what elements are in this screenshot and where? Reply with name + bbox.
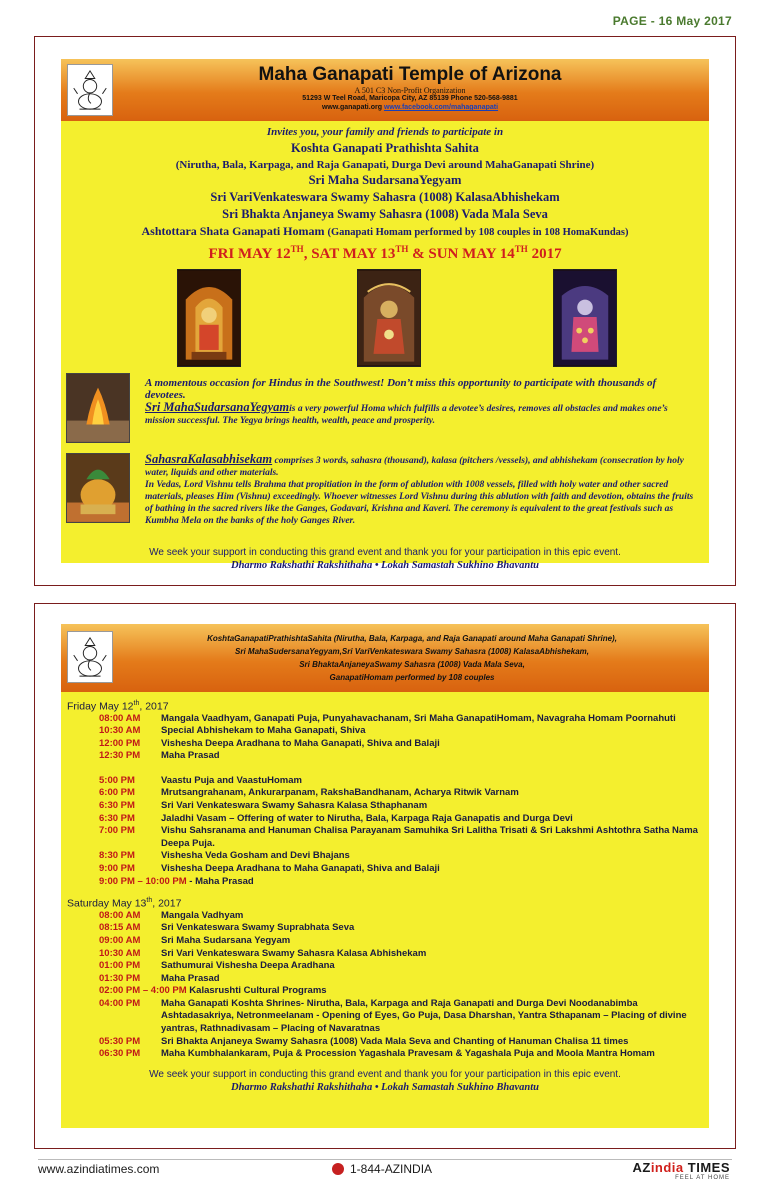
saturday-mid-row: 02:00 PM – 4:00 PM Kalasrushti Cultural Programs [99,985,327,997]
support-line-2: We seek your support in conducting this grand event and thank you for your participation in this epic event. [149,1068,621,1080]
banner-line-3: Sri BhaktaAnjaneyaSwamy Sahasra (1008) Vada Mala Seva, [299,660,525,669]
schedule-event: Maha Ganapati Koshta Shrines- Nirutha, Bala, Karpaga and Raja Ganapati and Durga Devi Noodanabimba Ashtadasakriya, Netronmeelanam - Opening of Eyes, Go Puja, Dasa Dharshan, Yantra Sthapanam – Placing of divine yantras, Rathnadivasam – Placing of Navaratnas [161,997,687,1035]
schedule-event: Vaastu Puja and VaastuHomam [161,774,302,786]
schedule-time: 10:30 AM [99,725,141,737]
footer-phone [332,1162,432,1176]
friday-evening-list [67,775,703,876]
schedule-row [67,973,703,986]
schedule-time: 8:30 PM [99,850,135,862]
schedule-time: 6:30 PM [99,800,135,812]
schedule-time: 12:30 PM [99,750,141,762]
schedule-event: Special Abhishekam to Maha Ganapati, Shiva [161,725,366,737]
kalasa-more: In Vedas, Lord Vishnu tells Brahma that propitiation in the form of ablution with 1008 vessels, filled with holy water and other sacred materials, pleases Him (Vishnu) exceedingly. Whoever witnesses Lord Vishnu during this ablution with faith and devotion, obtains the fruits of bathing in the sacred rivers like the Ganges, Godavari, Krishna and Kaveri. The ceremony is equivalent to the great festivals such as Kumbha Mela on the banks of the holy Ganges River. [145,480,694,526]
schedule-ad [61,624,709,1128]
event-line-1: Koshta Ganapati Prathishta Sahita [291,141,479,155]
friday-heading: Friday May 12th, 2017 [67,700,169,713]
ad-frame-top [34,36,736,586]
schedule-row [67,948,703,961]
event-line-5: Sri Bhakta Anjaneya Swamy Sahasra (1008) Vada Mala Seva [222,207,548,221]
blessing-line: Dharmo Rakshathi Rakshithaha • Lokah Samastah Sukhino Bhavantu [230,560,539,571]
schedule-row [67,935,703,948]
schedule-event: Vishesha Deepa Aradhana to Maha Ganapati, Shiva and Balaji [161,863,440,875]
schedule-event: Sri Venkateswara Swamy Suprabhata Seva [161,922,355,934]
event-line-2: (Nirutha, Bala, Karpaga, and Raja Ganapati, Durga Devi around MahaGanapati Shrine) [175,159,595,171]
schedule-event: Sri Vari Venkateswara Swamy Sahasra Kalasa Abhishekam [161,947,427,959]
schedule-event: Maha Kumbhalankaram, Puja & Procession Yagashala Pravesam & Yagashala Puja and Moola Mantra Homam [161,1048,655,1060]
schedule-time: 12:00 PM [99,737,141,749]
temple-title: Maha Ganapati Temple of Arizona [258,64,562,85]
schedule-row [67,922,703,935]
org-line: A 501 C3 Non-Profit Organization [354,86,466,95]
schedule-row [67,960,703,973]
phone-number[interactable]: 1-844-AZINDIA [350,1162,433,1176]
ganesha-logo-icon [67,631,113,683]
schedule-time: 09:00 AM [99,934,141,946]
deity-image-1 [177,269,241,367]
schedule-banner [61,624,709,692]
schedule-time: 06:30 PM [99,1048,141,1060]
facebook-link[interactable]: www.facebook.com/mahaganapati [383,104,499,111]
friday-last-row: 9:00 PM – 10:00 PM - Maha Prasad [99,875,254,887]
brand-tagline: FEEL AT HOME [675,1175,730,1181]
banner-line-2: Sri MahaSudersanaYegyam,Sri VariVenkateswara Swamy Sahasra (1008) KalasaAbhishekam, [235,647,589,656]
schedule-time: 08:00 AM [99,712,141,724]
schedule-row [67,738,703,751]
schedule-event: Vishu Sahsranama and Hanuman Chalisa Parayanam Samuhika Sri Lalitha Trisati & Sri Lakshmi Ashtothra Satha Nama Deepa Puja. [161,825,698,849]
schedule-event: Maha Prasad [161,972,220,984]
support-line: We seek your support in conducting this grand event and thank you for your participation in this epic event. [149,547,621,558]
address-line: 51293 W Teel Road, Maricopa City, AZ 85139 Phone 520-568-9881 [302,95,518,102]
blessing-line-2: Dharmo Rakshathi Rakshithaha • Lokah Samastah Sukhino Bhavantu [230,1081,539,1093]
event-dates: FRI MAY 12TH, SAT MAY 13TH & SUN MAY 14TH 2017 [208,244,562,262]
schedule-banner-text [123,632,701,684]
temple-ad [61,59,709,571]
schedule-time: 05:30 PM [99,1035,141,1047]
ad-frame-bottom [34,603,736,1149]
schedule-time: 9:00 PM [99,863,135,875]
schedule-row [67,863,703,876]
web-line [121,104,699,111]
ganesha-logo-icon [67,64,113,116]
event-line-6 [61,224,709,239]
kalasa-section [61,451,709,543]
schedule-row [67,910,703,923]
schedule-event: Maha Prasad [161,750,220,762]
homa-lead: A momentous occasion for Hindus in the Southwest! Don’t miss this opportunity to participate with thousands of devotees. [145,377,657,401]
event-line-6b: (Ganapati Homam performed by 108 couples in 108 HomaKundas) [327,227,629,238]
homa-highlight: Sri MahaSudarsanaYegyam [145,400,290,414]
banner-line-1: KoshtaGanapatiPrathishtaSahita (Nirutha, Bala, Karpaga, and Raja Ganapati around Maha Ganapati Shrine), [207,634,617,643]
schedule-row [67,1048,703,1061]
schedule-event: Mrutsangrahanam, Ankurarpanam, RakshaBandhanam, Acharya Ritwik Varnam [161,787,519,799]
schedule-event: Mangala Vaadhyam, Ganapati Puja, Punyahavachanam, Sri Maha GanapatiHomam, Navagraha Homam Poornahuti [161,712,676,724]
saturday-heading: Saturday May 13th, 2017 [67,897,182,910]
deity-images [61,269,709,369]
kalasa-text [145,451,699,527]
schedule-row [67,1036,703,1049]
schedule-time: 7:00 PM [99,825,135,837]
homa-text [145,371,699,427]
footer-website[interactable]: www.azindiatimes.com [38,1162,160,1176]
friday-morning-list [67,713,703,763]
schedule-event: Jaladhi Vasam – Offering of water to Nirutha, Bala, Karpaga Raja Ganapatis and Durga Devi [161,812,573,824]
schedule-time: 01:30 PM [99,972,141,984]
schedule-event: Sri Maha Sudarsana Yegyam [161,934,291,946]
page-header: PAGE - 16 May 2017 [612,14,732,28]
schedule-row [67,775,703,788]
schedule-event: Mangala Vadhyam [161,909,244,921]
schedule-event: Vishesha Deepa Aradhana to Maha Ganapati, Shiva and Balaji [161,737,440,749]
schedule-row [67,850,703,863]
schedule-time: 08:15 AM [99,922,141,934]
schedule-event: Sathumurai Vishesha Deepa Aradhana [161,960,335,972]
deity-image-2 [357,269,421,367]
brand-logo: AZindia TIMES [632,1160,730,1175]
page-footer [0,1158,770,1190]
schedule-time: 08:00 AM [99,909,141,921]
invite-line: Invites you, your family and friends to participate in [266,126,504,138]
kalasa-highlight: SahasraKalasabhisekam [145,452,273,466]
schedule-row [67,725,703,738]
schedule-time: 10:30 AM [99,947,141,959]
schedule-row [67,750,703,763]
schedule-row [67,813,703,826]
deity-image-3 [553,269,617,367]
footer-divider [38,1159,732,1160]
schedule-event: Sri Vari Venkateswara Swamy Sahasra Kalasa Sthaphanam [161,800,428,812]
schedule [61,692,709,1093]
kalasa-image [66,453,130,523]
phone-icon [332,1163,344,1175]
kalasa-desc: comprises 3 words, sahasra (thousand), kalasa (pitchers /vessels), and abhishekam (consecration by holy water, liquids and other materials. [145,456,684,478]
schedule-time: 6:30 PM [99,812,135,824]
schedule-time: 6:00 PM [99,787,135,799]
schedule-row [67,825,703,850]
schedule-row [67,787,703,800]
website-link[interactable]: www.ganapati.org [321,104,382,111]
schedule-row [67,713,703,726]
schedule-time: 5:00 PM [99,774,135,786]
homa-fire-image [66,373,130,443]
saturday-list-2 [67,998,703,1061]
banner-line-4: GanapatiHomam performed by 108 couples [329,673,495,682]
schedule-row [67,800,703,813]
ad-banner [61,59,709,121]
schedule-row [67,998,703,1036]
saturday-list [67,910,703,986]
schedule-event: Sri Bhakta Anjaneya Swamy Sahasra (1008) Vada Mala Seva and Chanting of Hanuman Chalisa 11 times [161,1035,629,1047]
event-line-6a: Ashtottara Shata Ganapati Homam [141,224,325,238]
schedule-time: 01:00 PM [99,960,141,972]
homa-desc: is a very powerful Homa which fulfills a devotee’s desires, removes all obstacles and makes one’s mission successful. The Yegya brings health, wealth, peace and prosperity. [145,404,668,426]
event-line-3: Sri Maha SudarsanaYegyam [308,173,462,187]
schedule-time: 04:00 PM [99,997,141,1009]
homa-section [61,371,709,451]
schedule-event: Vishesha Veda Gosham and Devi Bhajans [161,850,350,862]
event-line-4: Sri VariVenkateswara Swamy Sahasra (1008) KalasaAbhishekam [210,190,560,204]
